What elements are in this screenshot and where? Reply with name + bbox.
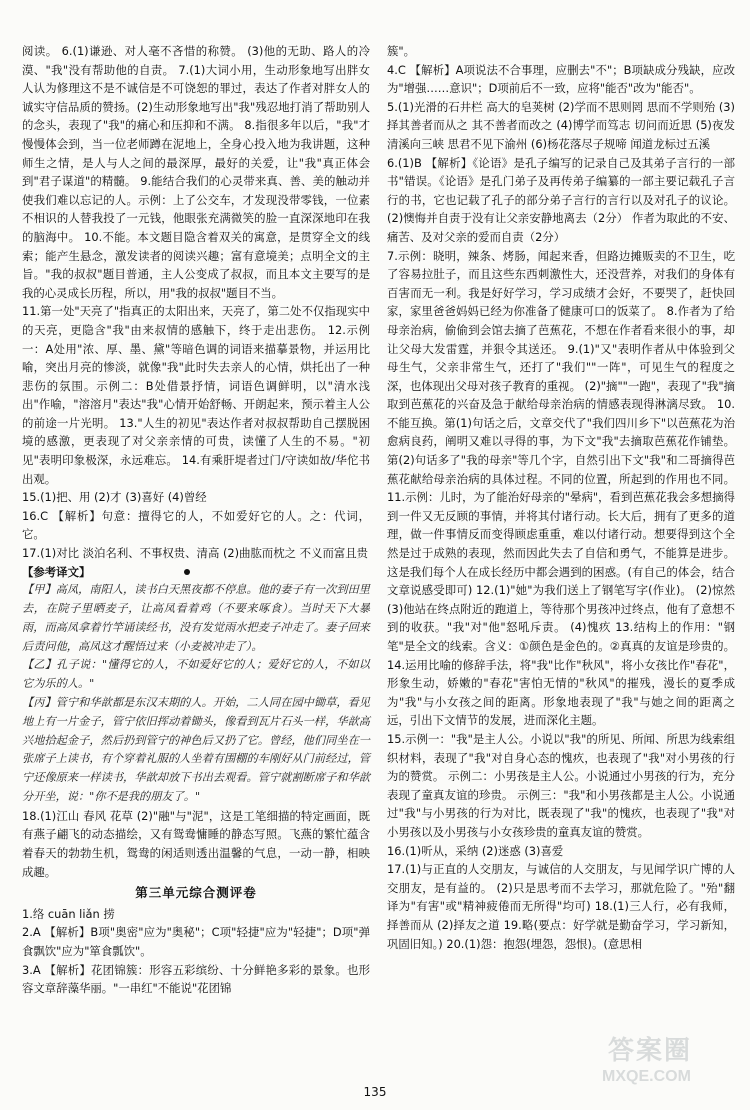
answer-15: 15.(1)把、用 (2)才 (3)喜好 (4)曾经 — [22, 490, 207, 505]
right-column — [387, 42, 735, 953]
watermark-line-1: 答案圈 — [608, 1035, 693, 1065]
section-title: 第三单元综合测评卷 — [135, 885, 257, 901]
translation-jia: 【甲】高凤，南阳人，读书白天黑夜都不停息。他的妻子有一次到田里去，在院子里晒麦子，让高凤看着鸡（不要来啄食）。当时天下大暴雨，而高凤拿着竹竿诵读经书，没有发觉雨水把麦子冲走了。妻子回来后责问他，高凤这才醒悟过来（小麦被冲走了）。 — [22, 583, 370, 653]
section-answer-2: 2.A 【解析】B项"奥密"应为"奥秘"；C项"轻捷"应为"轻捷"；D项"弹食飘饮"应为"箪食瓢饮"。 — [22, 925, 370, 958]
section-answer-4: 4.C 【解析】A项说法不合事理，应删去"不"；B项缺成分残缺，应改为"增强……意识"；D项前后不一致，应将"能否"改为"能否"。 — [387, 62, 735, 96]
answer-block-11-14: 11.第一处"天亮了"指真正的太阳出来，天亮了，第二处不仅指现实中的天亮，更隐含"我"由来叔情的感触下，终于走出悲伤。 12.示例一：A处用"浓、厚、墨、黛"等暗色调的词语来描摹景物，并运用比喻，突出月亮的惨淡，就像"我"此时失去亲人的心情，烘托出了一种悲伤的氛围。示例二：B处借景抒情，词语色调鲜明，以"清水浅出"作喻，"溶溶月"表达"我"心情开始舒畅、开朗起来，预示着主人公的前途一片光明。 13."人生的初见"表达作者对叔叔帮助自己摆脱困境的感激，更表现了对父亲亲情的可贵，读懂了人生的不易。"初见"表明印象极深，永远难忘。 14.有乘肝堤者过门/守读如故/华佗书出观。 — [22, 304, 370, 486]
section-answer-17-20: 17.(1)与正直的人交朋友，与诚信的人交朋友，与见闻学识广博的人交朋友，是有益的。 (2)只是思考而不去学习，那就危险了。"殆"翻译为"有害"或"精神疲倦而无所得"均可) 18.(1)三人行，必有我师，择善而从 (2)择友之道 19.略(要点：好学就是勤奋学习，学习新知，巩固旧知。) 20.(1)怨：抱怨(埋怨，怨恨)。(意思相 — [387, 862, 735, 951]
translation-heading — [22, 563, 370, 582]
continued-answer-3: 簇"。 — [387, 44, 416, 58]
section-answer-7-14: 7.示例：晓明，辣条、烤肠，闻起来香，但路边摊贩卖的不卫生，吃了容易拉肚子，而且这些东西刺激性大，还没营养，对我们的身体有百害而无一利。我是好好学习，学习成绩才会好，不要哭了，赶快回家，家里爸爸妈妈已经为你准备了健康可口的饭菜了。 8.作者为了给母亲治病，偷偷到会馆去摘了芭蕉花，不想在作者看来很小的事，却让父母大发雷霆，并狠令其送还。 9.(1)"又"表明作者从中体验到父母生气，父亲非常生气，还打了"我们""一阵"，可见生气的程度之深，也体现出父母对孩子教育的重视。 (2)"摘""一跑"，表现了"我"摘取到芭蕉花的兴奋及急于献给母亲治病的情感表现得淋漓尽致。 10.不能互换。第(1)句话之后，文章交代了"我们四川乡下"以芭蕉花为治愈病良药，阐明又难以寻得的事，为下文"我"去摘取芭蕉花作铺垫。第(2)句话多了"我的母亲"等几个字，自然引出下文"我"和二哥摘得芭蕉花献给母亲治病的具体过程。不同的位置，所起到的作用也不同。 11.示例：儿时，为了能治好母亲的"晕病"，看到芭蕉花我会多想摘得到一件又无反顾的事情，并将其付诸行动。长大后，拥有了更多的道理，做一件事情反而变得顾虑重重，难以付诸行动。想要得到这个全然是过于成熟的表现，然而因此失去了自信和勇气，不能算是进步。这是我们每个人在成长经历中都会遇到的困惑。(有自己的体会，结合文章说感受即可) 12.(1)"她"为我们送上了钢笔写字(作业)。 (2)惊然 (3)他站在终点附近的跑道上，等待那个男孩冲过终点，他有了意想不到的收获。"我"对"他"怒吼斥责。 (4)愧疚 13.结构上的作用："钢笔"是全文的线索。含义：①颜色是金色的。②真真的友谊是珍贵的。 14.运用比喻的修辞手法，将"我"比作"秋风"，将小女孩比作"春花"，形象生动，娇嫩的"春花"害怕无情的"秋风"的摧残，漫长的夏季成为"我"与小女孩之间的距离。形象地表现了"我"与她之间的距离之远，引出下文情节的发展，进而深化主题。 — [387, 248, 735, 728]
translation-bing: 【丙】管宁和华歆都是东汉末期的人。开始，二人同在园中锄草，看见地上有一片金子，管宁依旧挥动着锄头，像看到瓦片石头一样，华歆高兴地拾起金子，然后扔到管宁的神色后又扔了它。曾经，他们同坐在一张席子上读书，有个穿着礼服的人坐着有围棚的车刚好从门前经过，管宁还像原来一样读书，华歆却放下书出去观看。管宁就割断席子和华歆分开坐，说："你不是我的朋友了。" — [22, 696, 370, 803]
translation-yi: 【乙】孔子说："懂得它的人，不如爱好它的人；爱好它的人，不如以它为乐的人。" — [22, 658, 370, 691]
reference-translation — [22, 581, 370, 807]
translation-heading-text: 【参考译文】 — [22, 564, 91, 579]
watermark-logo — [602, 1028, 732, 1096]
answer-18: 18.(1)江山 春风 花草 (2)"融"与"泥"，这是工笔细描的特定画面，既有燕子翩飞的动态描绘，又有鸳鸯慵睡的静态写照。飞燕的繁忙蕴含着春天的勃勃生机，鸳鸯的闲适则透出温馨的气息，一动一静，相映成趣。 — [22, 808, 370, 879]
answer-16: 16.C 【解析】句意：擅得它的人，不如爱好它的人。之：代词，它。 — [22, 508, 370, 542]
section-answer-1: 1.络 cuān liǎn 捞 — [22, 906, 115, 921]
page-number: 135 — [363, 1085, 387, 1099]
section-answer-5: 5.(1)光滑的石井栏 高大的皂荚树 (2)学而不思则罔 思而不学则殆 (3)择其善者而从之 其不善者而改之 (4)博学而笃志 切问而近思 (5)夜发清溪向三峡 思君不见下渝州 (6)杨花落尽子规啼 闻道龙标过五溪 — [387, 99, 735, 151]
answer-block-6-10: 阅读。 6.(1)谦逊、对人毫不吝惜的称赞。 (3)他的无助、路人的冷漠、"我"没有帮助他的自责。 7.(1)大词小用，生动形象地写出胖女人认为修理这不是不诚信是不可饶恕的罪过，表达了作者对胖女人的诚实守信品质的赞扬。(2)生动形象地写出"我"残忍地打消了帮助别人的念头，表现了"我"的痛心和压抑和不满。 8.指很多年以后，"我"才慢慢体会到，当一位老师蹲在泥地上，全身心投入地为我讲题，这种师生之情，是人与人之间的最深厚，最好的关爱，让"我"真正体会到"君子谋道"的精髓。 9.能结合我们的心灵带来真、善、美的触动并使我们难以忘记的人。示例：上了公交车，才发现没带零钱，一位素不相识的人替我投了一元钱，他眼张充满微笑的脸一直深深地印在我的脑海中。 10.不能。本文题目隐含着双关的寓意，是贯穿全文的线索；能产生悬念，激发读者的阅读兴趣；富有意境美；点明全文的主旨。"我的叔叔"题目普通，主人公变成了叔叔，而且本文主要写的是我的心灵成长历程，所以，用"我的叔叔"题目不当。 — [22, 44, 370, 300]
left-column — [22, 42, 370, 998]
watermark-line-2: MXQE.COM — [602, 1068, 691, 1085]
bullet-dot — [184, 569, 190, 575]
section-answer-6: 6.(1)B 【解析】《论语》是孔子编写的记录自己及其弟子言行的一部书"错误。《论语》是孔门弟子及再传弟子编纂的一部主要记载孔子言行的书，它也记载了孔子的部分弟子言行的言行以及对孔子的议论。(2)懊悔并自责于没有让父亲安静地离去（2分） 作者为取此的不安、痛苦、及对父亲的爱而自责（2分） — [387, 155, 735, 244]
section-answer-15: 15.示例一："我"是主人公。小说以"我"的所见、所闻、所思为线索组织材料，表现了"我"对自身心态的愧疚，也表现了"我"对小男孩的行为的赞赏。 示例二：小男孩是主人公。小说通过小男孩的行为，充分表现了童真友谊的珍贵。 示例三："我"和小男孩都是主人公。小说通过"我"与小男孩的行为对比，既表现了"我"的愧疚，也表现了"我"对小男孩以及小男孩与小女孩珍贵的童真友谊的赞赏。 — [387, 731, 735, 839]
section-answer-16: 16.(1)听从，采纳 (2)迷惑 (3)喜爱 — [387, 843, 564, 858]
section-answer-3: 3.A 【解析】花团锦簇：形容五彩缤纷、十分鲜艳多彩的景象。也形容文章辞藻华丽。"一串红"不能说"花团锦 — [22, 962, 370, 996]
answer-17: 17.(1)对比 淡泊名利、不事权贵、清高 (2)曲肱而枕之 不义而富且贵 — [22, 546, 369, 561]
